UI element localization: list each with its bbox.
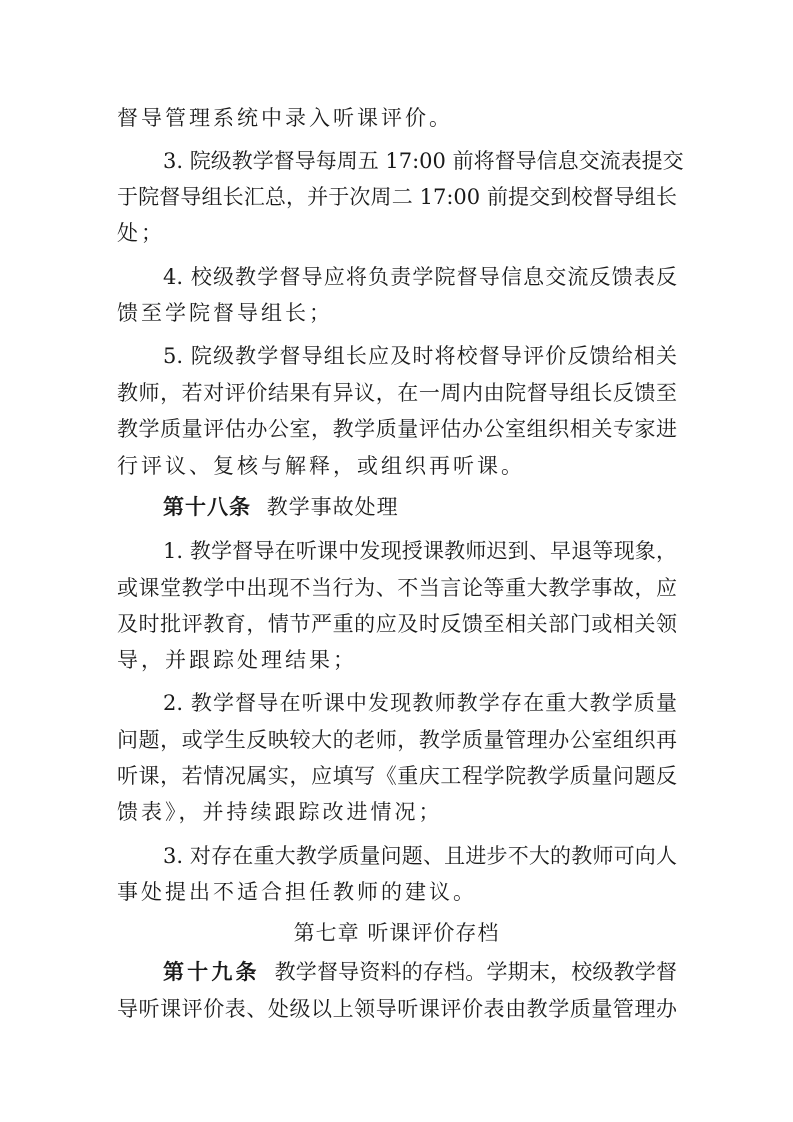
article-text: 教学督导资料的存档。学期末，校级教学督: [274, 960, 677, 984]
chapter-heading: 第七章 听课评价存档: [293, 921, 500, 945]
paragraph-line: 听课，若情况属实，应填写《重庆工程学院教学质量问题反: [117, 764, 677, 788]
paragraph-line: 事处提出不适合担任教师的建议。: [117, 880, 477, 904]
paragraph-line: 督导管理系统中录入听课评价。: [117, 106, 453, 130]
paragraph-line: 5. 院级教学督导组长应及时将校督导评价反馈给相关: [163, 344, 677, 368]
paragraph-line: 3. 对存在重大教学质量问题、且进步不大的教师可向人: [163, 844, 677, 868]
paragraph-line: 3. 院级教学督导每周五 17:00 前将督导信息交流表提交: [163, 149, 684, 173]
paragraph-line: 及时批评教育，情节严重的应及时反馈至相关部门或相关领: [117, 612, 677, 636]
paragraph-line: 2. 教学督导在听课中发现教师教学存在重大教学质量: [163, 691, 677, 715]
article-label: 第十八条: [163, 494, 251, 519]
paragraph-line: 4. 校级教学督导应将负责学院督导信息交流反馈表反: [163, 265, 677, 289]
paragraph-line: 问题，或学生反映较大的老师，教学质量管理办公室组织再: [117, 728, 677, 752]
paragraph-line: 教师，若对评价结果有异议，在一周内由院督导组长反馈至: [117, 381, 677, 405]
paragraph-line: 或课堂教学中出现不当行为、不当言论等重大教学事故，应: [117, 576, 677, 600]
paragraph-line: 导，并跟踪处理结果；: [117, 648, 357, 672]
article-title: 教学事故处理: [266, 495, 399, 519]
paragraph-line: 导听课评价表、处级以上领导听课评价表由教学质量管理办: [117, 997, 677, 1021]
article-paragraph-line: [163, 957, 677, 987]
article-heading: [163, 492, 677, 522]
paragraph-line: 馈至学院督导组长；: [117, 301, 333, 325]
paragraph-line: 于院督导组长汇总，并于次周二 17:00 前提交到校督导组长: [117, 185, 677, 209]
paragraph-line: 教学质量评估办公室，教学质量评估办公室组织相关专家进: [117, 417, 677, 441]
paragraph-line: 馈表》，并持续跟踪改进情况；: [117, 800, 443, 824]
paragraph-line: 行评议、复核与解释，或组织再听课。: [117, 454, 525, 478]
article-label: 第十九条: [163, 959, 260, 984]
paragraph-line: 1. 教学督导在听课中发现授课教师迟到、早退等现象，: [163, 539, 677, 563]
paragraph-line: 处；: [117, 221, 165, 245]
